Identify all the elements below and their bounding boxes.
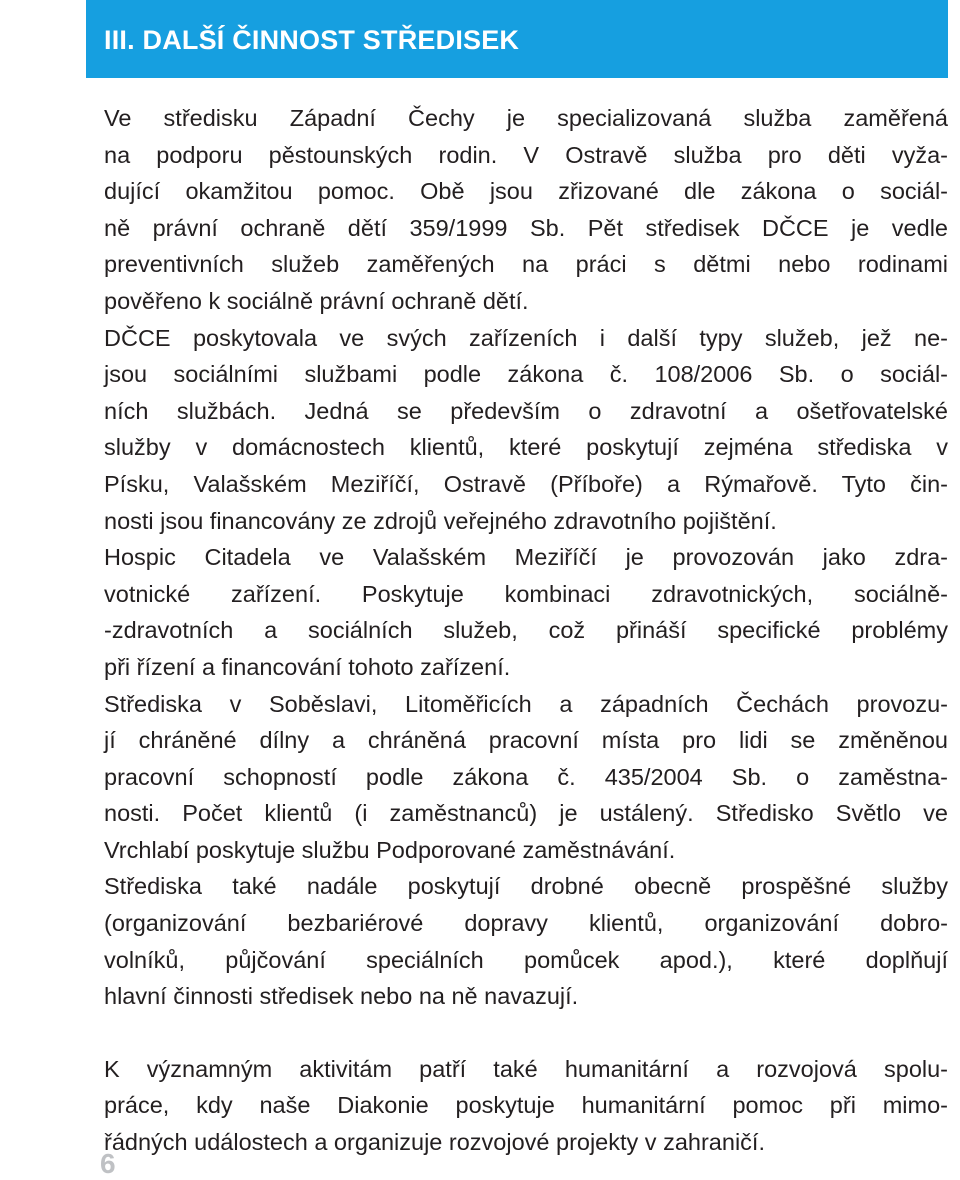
paragraph-humanitarian	[104, 1051, 948, 1161]
text-line: preventivních služeb zaměřených na práci s dětmi nebo rodinami	[104, 251, 948, 278]
text-line: DČCE poskytovala ve svých zařízeních i další typy služeb, jež ne-	[104, 324, 948, 351]
text-line: Střediska také nadále poskytují drobné obecně prospěšné služby	[104, 873, 948, 900]
paragraph-foster-care	[104, 100, 948, 320]
text-line: volníků, půjčování speciálních pomůcek apod.), které doplňují	[104, 946, 948, 973]
text-line: nosti jsou financovány ze zdrojů veřejného zdravotního pojištění.	[104, 507, 777, 534]
paragraph-other-services	[104, 320, 948, 540]
text-line: hlavní činnosti středisek nebo na ně navazují.	[104, 983, 579, 1010]
text-line: jí chráněné dílny a chráněná pracovní místa pro lidi se změněnou	[104, 727, 948, 754]
text-line: služby v domácnostech klientů, které poskytují zejména střediska v	[104, 434, 948, 461]
text-line: Ve středisku Západní Čechy je specializovaná služba zaměřená	[104, 105, 948, 131]
section-title: III. DALŠÍ ČINNOST STŘEDISEK	[104, 25, 520, 55]
text-line: pracovní schopností podle zákona č. 435/2004 Sb. o zaměstna-	[104, 763, 948, 790]
paragraph-spacer	[104, 1015, 948, 1051]
text-line: Vrchlabí poskytuje službu Podporované zaměstnávání.	[104, 836, 676, 863]
text-line: (organizování bezbariérové dopravy klientů, organizování dobro-	[104, 910, 948, 937]
text-line: ně právní ochraně dětí 359/1999 Sb. Pět středisek DČCE je vedle	[104, 214, 948, 241]
text-line: K významným aktivitám patří také humanitární a rozvojová spolu-	[104, 1055, 948, 1082]
body-text	[104, 100, 948, 1161]
paragraph-hospice	[104, 539, 948, 685]
text-line: Hospic Citadela ve Valašském Meziříčí je provozován jako zdra-	[104, 544, 948, 571]
text-line: ních službách. Jedná se především o zdravotní a ošetřovatelské	[104, 397, 948, 424]
text-line: práce, kdy naše Diakonie poskytuje humanitární pomoc při mimo-	[104, 1092, 948, 1119]
paragraph-sheltered-workshops	[104, 686, 948, 869]
text-line: při řízení a financování tohoto zařízení.	[104, 653, 511, 680]
text-line: na podporu pěstounských rodin. V Ostravě služba pro děti vyža-	[104, 141, 948, 168]
paragraph-public-benefit	[104, 868, 948, 1014]
text-line: pověřeno k sociálně právní ochraně dětí.	[104, 287, 529, 314]
text-line: řádných událostech a organizuje rozvojové projekty v zahraničí.	[104, 1129, 765, 1156]
text-line: jsou sociálními službami podle zákona č. 108/2006 Sb. o sociál-	[104, 361, 948, 388]
text-line: -zdravotních a sociálních služeb, což přináší specifické problémy	[104, 617, 948, 644]
section-header-bar	[86, 0, 948, 78]
page-number: 6	[100, 1148, 116, 1179]
text-line: nosti. Počet klientů (i zaměstnanců) je ustálený. Středisko Světlo ve	[104, 800, 948, 827]
text-line: votnické zařízení. Poskytuje kombinaci zdravotnických, sociálně-	[104, 580, 948, 607]
text-line: dující okamžitou pomoc. Obě jsou zřizované dle zákona o sociál-	[104, 178, 948, 205]
text-line: Písku, Valašském Meziříčí, Ostravě (Příboře) a Rýmařově. Tyto čin-	[104, 470, 948, 497]
text-line: Střediska v Soběslavi, Litoměřicích a západních Čechách provozu-	[104, 690, 948, 717]
